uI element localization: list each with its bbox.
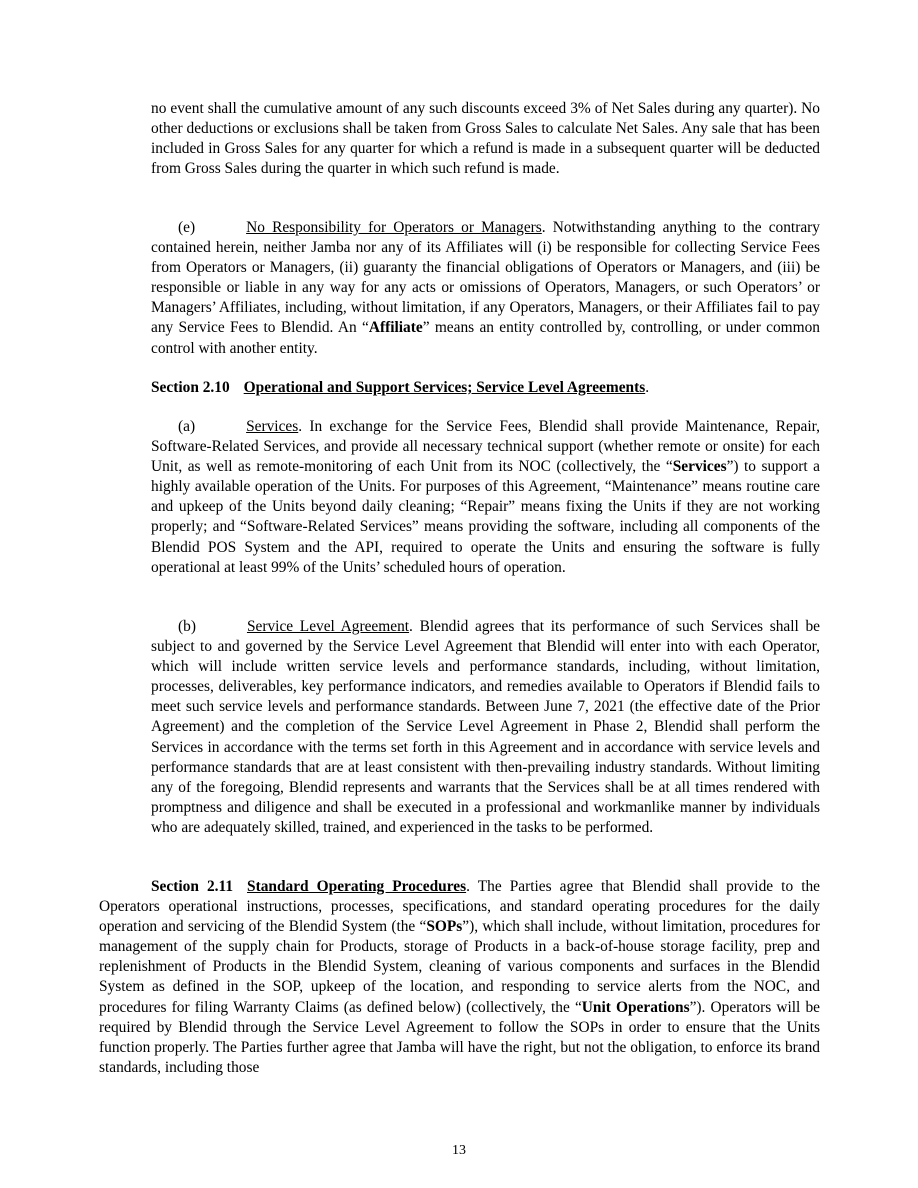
section-2-11 [99, 877, 820, 1078]
paragraph-b-label: (b) [178, 618, 196, 635]
defined-term-unit-operations: Unit Operations [581, 998, 690, 1016]
paragraph-b-heading: Service Level Agreement [246, 618, 410, 635]
carryover-text: no event shall the cumulative amount of any such discounts exceed 3% of Net Sales during any quarter). No other deductions or exclusions shall be taken from Gross Sales to calculate Net Sales. Any sale that has been included in Gross Sales for any quarter for which a refund is made in a subsequent quarter will be deducted from Gross Sales during the quarter in which such refund is made. [151, 100, 820, 178]
paragraph-a-heading: Services [246, 418, 299, 435]
carryover-paragraph [151, 99, 820, 179]
paragraph-a-text-1: . In exchange for the Service Fees, Blendid shall provide Maintenance, Repair, Software-Related Services, and provide all necessary technical support (whether remote or onsite) for each Unit, as well as remote-monitoring of each Unit from its NOC (collectively, the “ [151, 418, 820, 476]
page-number: 13 [452, 1143, 466, 1158]
paragraph-a [151, 417, 820, 578]
paragraph-e-label: (e) [178, 219, 196, 236]
paragraph-e-heading: No Responsibility for Operators or Managers [246, 219, 542, 236]
section-2-11-number: Section 2.11 [151, 878, 234, 895]
section-2-11-text-3: ”). Operators will be required by Blendid through the Service Level Agreement to follow the SOPs in order to ensure that the Units function properly. The Parties further agree that Jamba will have the right, but not the obligation, to enforce its brand standards, including those [99, 998, 820, 1076]
section-2-10-heading [151, 378, 820, 398]
section-2-10-number: Section 2.10 [151, 379, 230, 396]
paragraph-e-text-1: . Notwithstanding anything to the contrary contained herein, neither Jamba nor any of its Affiliates will (i) be responsible for collecting Service Fees from Operators or Managers, (ii) guaranty the financial obligations of Operators or Managers, and (iii) be responsible or liable in any way for any acts or omissions of Operators, Managers, or such Operators’ or Managers’ Affiliates, including, without limitation, if any Operators, Managers, or their Affiliates fail to pay any Service Fees to Blendid. An “ [151, 219, 820, 337]
defined-term-sops: SOPs [426, 918, 463, 936]
section-2-10-title: Operational and Support Services; Service Level Agreements [243, 379, 646, 396]
defined-term-services: Services [672, 458, 727, 476]
section-2-10-end: . [645, 379, 650, 396]
paragraph-b-text: . Blendid agrees that its performance of such Services shall be subject to and governed by the Service Level Agreement that Blendid will enter into with each Operator, which will include written service levels and performance standards, including, without limitation, processes, deliverables, key performance indicators, and remedies available to Operators if Blendid fails to meet such service levels and performance standards. Between June 7, 2021 (the effective date of the Prior Agreement) and the completion of the Service Level Agreement in Phase 2, Blendid shall perform the Services in accordance with the terms set forth in this Agreement and in accordance with service levels and performance standards that are at least consistent with then-prevailing industry standards. Without limiting any of the foregoing, Blendid represents and warrants that the Services shall be at all times rendered with promptness and diligence and shall be executed in a professional and workmanlike manner by individuals who are adequately skilled, trained, and experienced in the tasks to be performed. [151, 618, 820, 836]
paragraph-e [151, 218, 820, 359]
section-2-11-text-1: . The Parties agree that Blendid shall provide to the Operators operational instructions, processes, specifications, and standard operating procedures for the daily operation and servicing of the Blendid System (the “ [99, 878, 821, 936]
section-2-11-title: Standard Operating Procedures [247, 878, 467, 895]
paragraph-b [151, 617, 820, 838]
paragraph-a-text-2: ”) to support a highly available operation of the Units. For purposes of this Agreement, “Maintenance” means routine care and upkeep of the Units beyond daily cleaning; “Repair” means fixing the Units if they are not working properly; and “Software-Related Services” means providing the software, including all components of the Blendid POS System and the API, required to operate the Units and ensuring the software is fully operational at least 99% of the Units’ scheduled hours of operation. [151, 458, 820, 576]
defined-term-affiliate: Affiliate [368, 319, 423, 337]
section-2-11-text-2: ”), which shall include, without limitation, procedures for management of the supply chain for Products, storage of Products in a back-of-house storage facility, prep and replenishment of Products in the Blendid System, cleaning of various components and surfaces in the Blendid System as defined in the SOP, upkeep of the location, and responding to service alerts from the NOC, and procedures for filing Warranty Claims (as defined below) (collectively, the “ [99, 918, 820, 1016]
paragraph-e-text-2: ” means an entity controlled by, controlling, or under common control with another entity. [151, 319, 820, 357]
paragraph-a-label: (a) [178, 418, 196, 435]
